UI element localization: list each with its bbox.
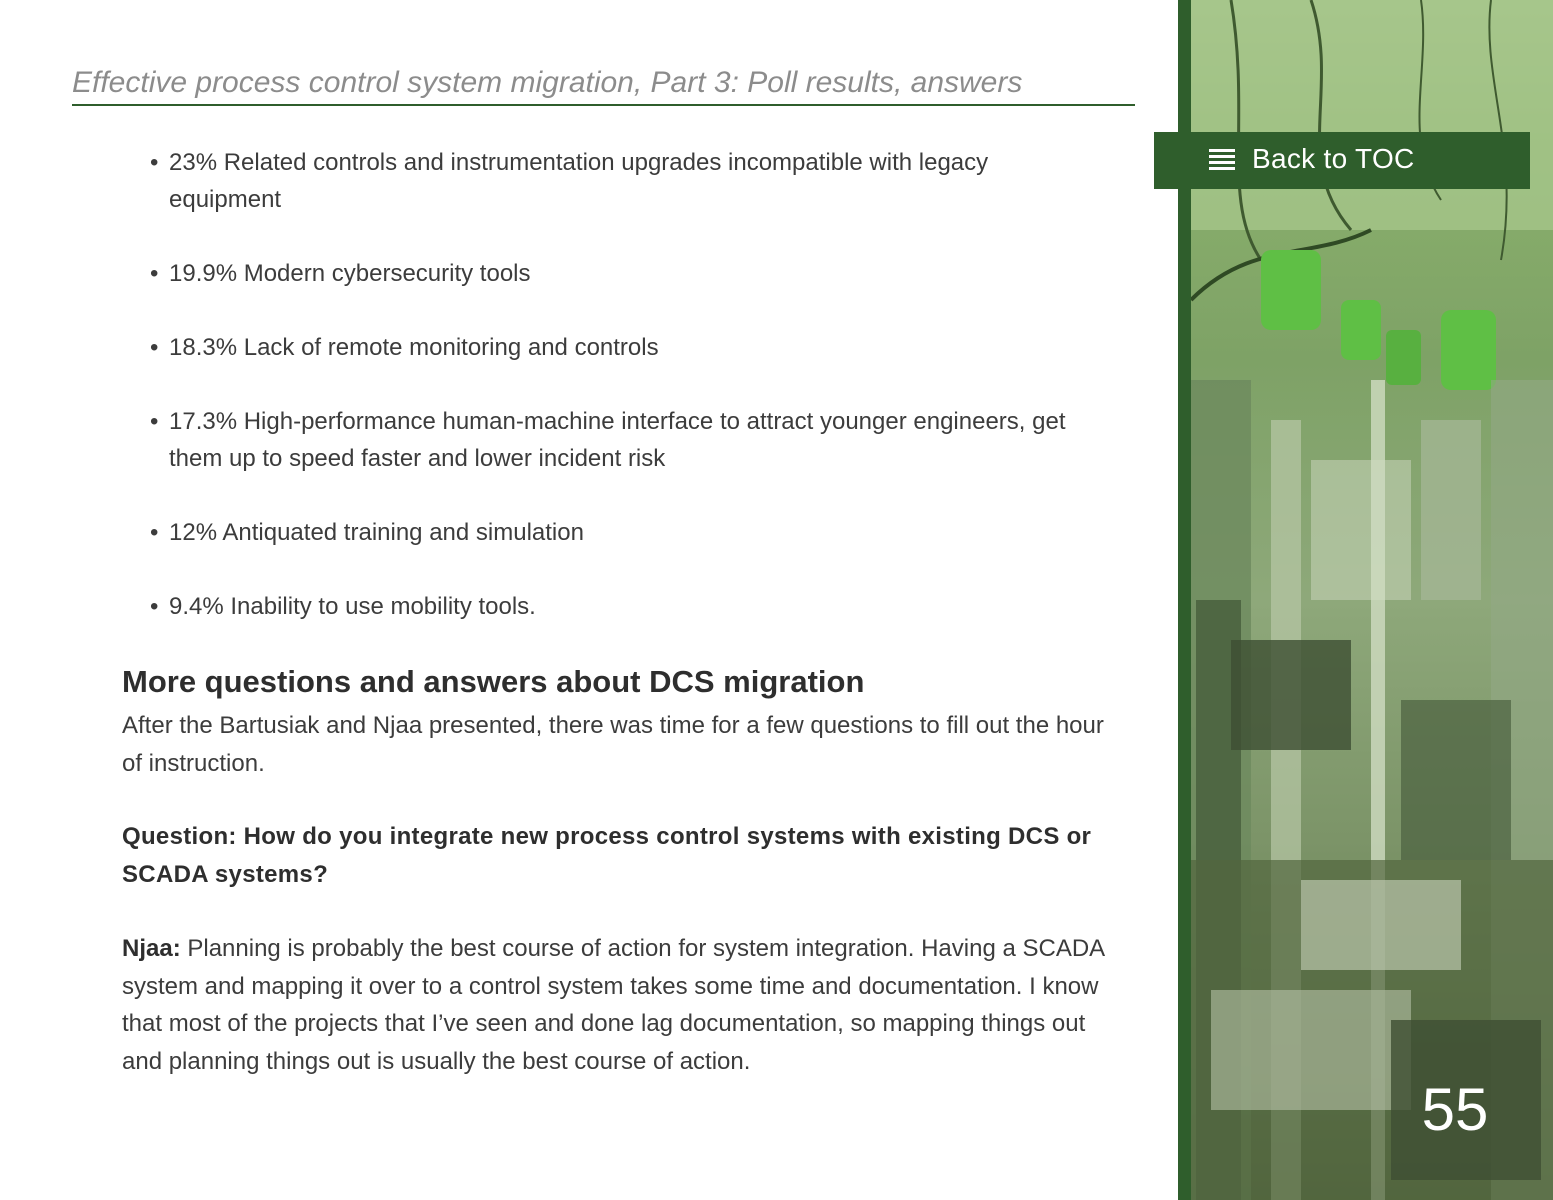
bullet-icon: • (150, 334, 159, 361)
list-item (150, 514, 1105, 551)
back-to-toc-button[interactable] (1154, 132, 1530, 189)
question-paragraph: Question: How do you integrate new process control systems with existing DCS or SCADA systems? (122, 823, 1092, 888)
answer-paragraph (122, 930, 1107, 1080)
back-to-toc-label: Back to TOC (1252, 143, 1415, 174)
bullet-icon: • (150, 593, 159, 620)
list-item (150, 588, 1105, 625)
bullet-icon: • (150, 408, 159, 435)
list-item (150, 403, 1105, 477)
section-heading: More questions and answers about DCS migration (122, 664, 865, 699)
list-item (150, 144, 1105, 218)
list-item (150, 255, 1105, 292)
list-item (150, 329, 1105, 366)
list-item-text: 18.3% Lack of remote monitoring and controls (169, 334, 659, 361)
list-item-text: 9.4% Inability to use mobility tools. (169, 593, 536, 620)
poll-results-list (150, 144, 1105, 662)
bullet-icon: • (150, 149, 159, 176)
list-item-text: 12% Antiquated training and simulation (169, 519, 584, 546)
list-item-text: 23% Related controls and instrumentation upgrades incompatible with legacy equipment (169, 149, 989, 213)
list-item-text: 17.3% High-performance human-machine interface to attract younger engineers, get them up to speed faster and lower incident risk (169, 408, 1066, 472)
running-header-title: Effective process control system migration, Part 3: Poll results, answers (72, 66, 1023, 99)
bullet-icon: • (150, 260, 159, 287)
page-number: 55 (1421, 1076, 1489, 1143)
intro-paragraph: After the Bartusiak and Njaa presented, there was time for a few questions to fill out the hour of instruction. (122, 712, 1104, 777)
running-header (72, 62, 1135, 106)
list-item-text: 19.9% Modern cybersecurity tools (169, 260, 531, 287)
list-icon (1209, 149, 1235, 171)
bullet-icon: • (150, 519, 159, 546)
answer-speaker: Njaa: (122, 935, 181, 962)
answer-text: Planning is probably the best course of action for system integration. Having a SCADA system and mapping it over to a control system takes some time and documentation. I know that most of the projects that I’ve seen and done lag documentation, so mapping things out and planning things out is usually the best course of action. (122, 935, 1104, 1075)
